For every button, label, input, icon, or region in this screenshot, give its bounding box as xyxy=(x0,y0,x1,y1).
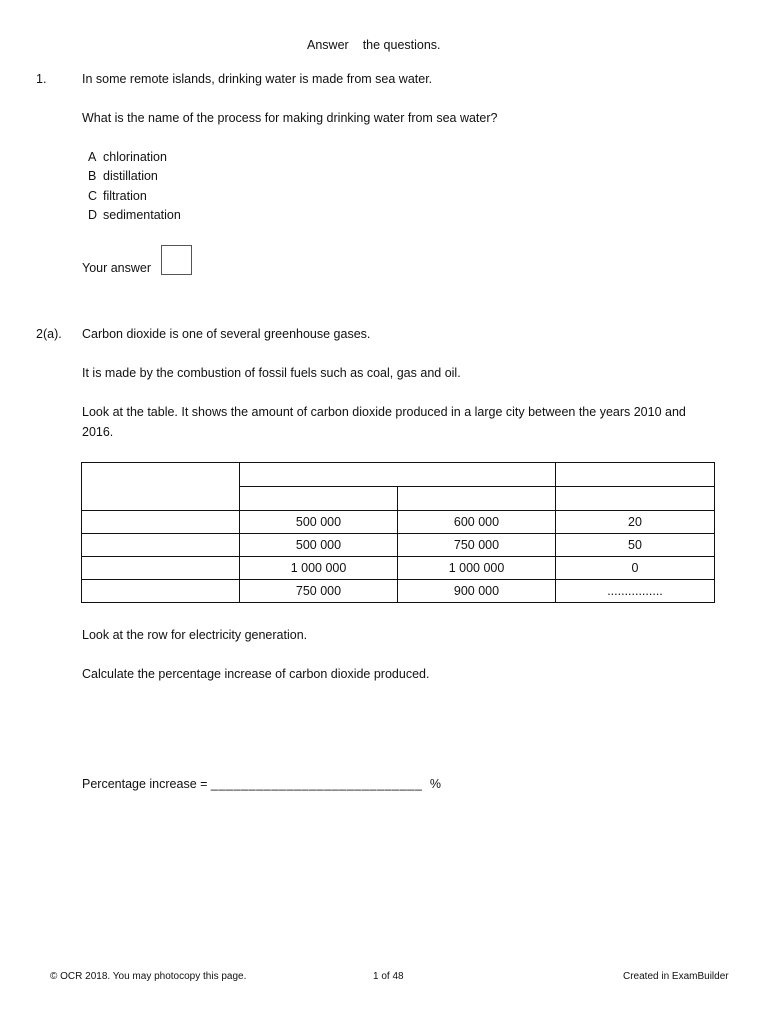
instruction-text-1: Answer xyxy=(307,38,349,52)
table-cell: 1 000 000 xyxy=(240,557,398,580)
table-header-cell xyxy=(82,463,240,511)
table-cell: 900 000 xyxy=(398,580,556,603)
option-letter: D xyxy=(88,208,98,222)
option-d xyxy=(88,208,181,222)
percent-unit: % xyxy=(429,777,441,791)
table-cell: 0 xyxy=(556,557,715,580)
option-letter: B xyxy=(88,169,97,183)
option-text: filtration xyxy=(103,189,147,203)
table-cell: 750 000 xyxy=(398,534,556,557)
table-header-cell xyxy=(240,463,556,487)
question-2a-line-1: Carbon dioxide is one of several greenhouse gases. xyxy=(82,327,371,341)
table-row xyxy=(82,511,715,534)
table-header-cell xyxy=(398,487,556,511)
option-a xyxy=(88,150,167,164)
table-row xyxy=(82,557,715,580)
table-cell-answer-blank[interactable]: ................ xyxy=(556,580,715,603)
option-text: distillation xyxy=(103,169,158,183)
option-letter: A xyxy=(88,150,97,164)
footer-page-number: 1 of 48 xyxy=(373,971,404,982)
percentage-increase-line xyxy=(82,777,441,791)
instruction-text-2: the questions. xyxy=(362,38,441,52)
your-answer-label: Your answer xyxy=(82,261,152,275)
percentage-answer-blank[interactable]: ____________________________ xyxy=(210,777,423,791)
table-cell: 600 000 xyxy=(398,511,556,534)
table-cell xyxy=(82,534,240,557)
question-2a-line-3: Look at the table. It shows the amount of carbon dioxide produced in a large city between the years 2010 and 2016. xyxy=(82,405,686,439)
table-cell xyxy=(82,511,240,534)
option-b xyxy=(88,169,158,183)
instruction-header xyxy=(307,38,441,52)
table-cell: 50 xyxy=(556,534,715,557)
table-row xyxy=(82,534,715,557)
table-cell: 750 000 xyxy=(240,580,398,603)
footer-credit: Created in ExamBuilder xyxy=(623,971,729,982)
table-cell: 20 xyxy=(556,511,715,534)
question-2a-number: 2(a). xyxy=(36,327,62,341)
table-cell: 500 000 xyxy=(240,511,398,534)
table-cell xyxy=(82,580,240,603)
table-header-cell xyxy=(240,487,398,511)
option-letter: C xyxy=(88,189,98,203)
percentage-increase-label: Percentage increase = xyxy=(82,777,208,791)
question-2a-line-2: It is made by the combustion of fossil fuels such as coal, gas and oil. xyxy=(82,366,461,380)
answer-box[interactable] xyxy=(161,245,192,275)
question-1-number: 1. xyxy=(36,72,47,86)
table-header-cell xyxy=(556,487,715,511)
table-row xyxy=(82,580,715,603)
table-cell xyxy=(82,557,240,580)
table-header-row xyxy=(82,463,715,487)
question-1-stem: In some remote islands, drinking water is made from sea water. xyxy=(82,72,433,86)
question-2a-line-5: Calculate the percentage increase of carbon dioxide produced. xyxy=(82,667,430,681)
option-text: chlorination xyxy=(103,150,167,164)
table-cell: 500 000 xyxy=(240,534,398,557)
question-1-prompt: What is the name of the process for making drinking water from sea water? xyxy=(82,111,498,125)
table-header-cell xyxy=(556,463,715,487)
question-2a-line-4: Look at the row for electricity generation. xyxy=(82,628,308,642)
footer-copyright: © OCR 2018. You may photocopy this page. xyxy=(50,971,247,982)
co2-table xyxy=(81,462,715,603)
option-c xyxy=(88,189,147,203)
table-cell: 1 000 000 xyxy=(398,557,556,580)
option-text: sedimentation xyxy=(103,208,181,222)
